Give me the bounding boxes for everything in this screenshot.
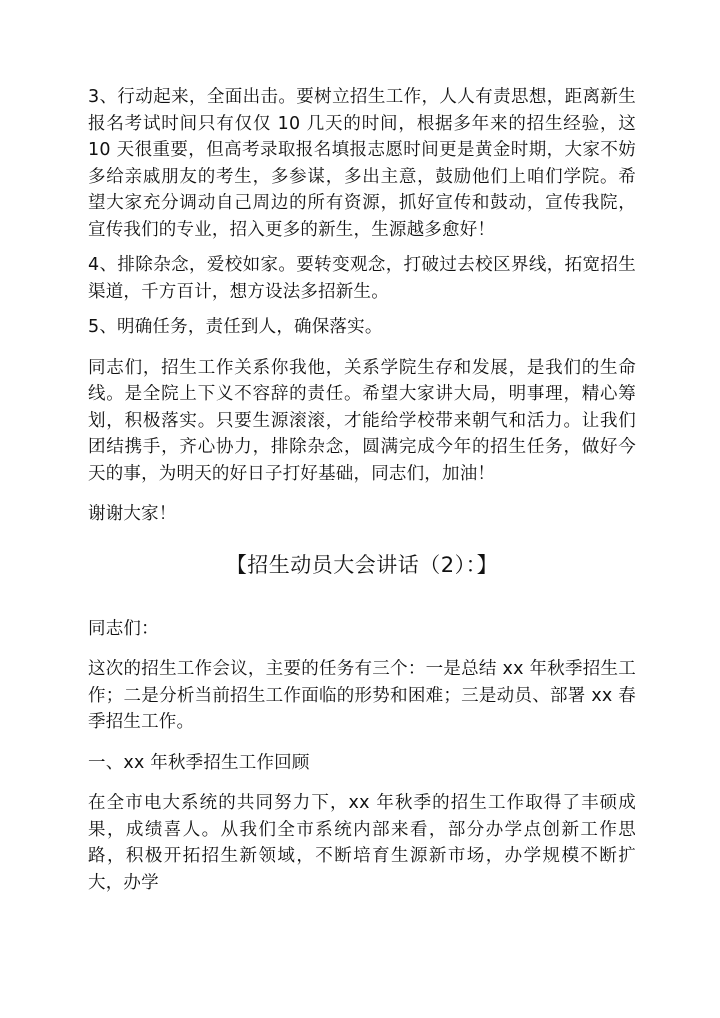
greeting-line: 同志们：: [88, 618, 159, 639]
section-heading: 一、xx 年秋季招生工作回顾: [88, 752, 310, 773]
thanks-line: 谢谢大家！: [88, 504, 177, 524]
paragraph-item-4: 4、排除杂念，爱校如家。要转变观念，打破过去校区界线，拓宽招生渠道，千方百计，想方设法多招新生。: [88, 255, 636, 302]
speech-title: 【招生动员大会讲话（2）：】: [225, 552, 499, 577]
paragraph-item-3: 3、行动起来，全面出击。要树立招生工作，人人有责思想，距离新生报名考试时间只有仅仅 10 几天的时间，根据多年来的招生经验，这 10 天很重要，但高考录取报名填报志愿时间更是黄金时期，大家不妨多给亲戚朋友的考生，多参谋，多出主意，鼓励他们上咱们学院。希望大家充分调动自己周边的所有资源，抓好宣传和鼓动，宣传我院，宣传我们的专业，招入更多的新生，生源越多愈好！: [88, 87, 636, 240]
document-page: [88, 84, 636, 896]
intro-paragraph: 这次的招生工作会议，主要的任务有三个：一是总结 xx 年秋季招生工作；二是分析当前招生工作面临的形势和困难；三是动员、部署 xx 春季招生工作。: [88, 659, 636, 732]
paragraph-item-5: 5、明确任务，责任到人，确保落实。: [88, 317, 383, 337]
closing-paragraph: 同志们，招生工作关系你我他，关系学院生存和发展，是我们的生命线。是全院上下义不容辞的责任。希望大家讲大局，明事理，精心筹划，积极落实。只要生源滚滚，才能给学校带来朝气和活力。让我们团结携手，齐心协力，排除杂念，圆满完成今年的招生任务，做好今天的事，为明天的好日子打好基础，同志们，加油！: [88, 357, 636, 484]
review-paragraph: 在全市电大系统的共同努力下，xx 年秋季的招生工作取得了丰硕成果，成绩喜人。从我们全市系统内部来看，部分办学点创新工作思路，积极开拓招生新领域，不断培育生源新市场，办学规模不断扩大，办学: [88, 793, 636, 893]
